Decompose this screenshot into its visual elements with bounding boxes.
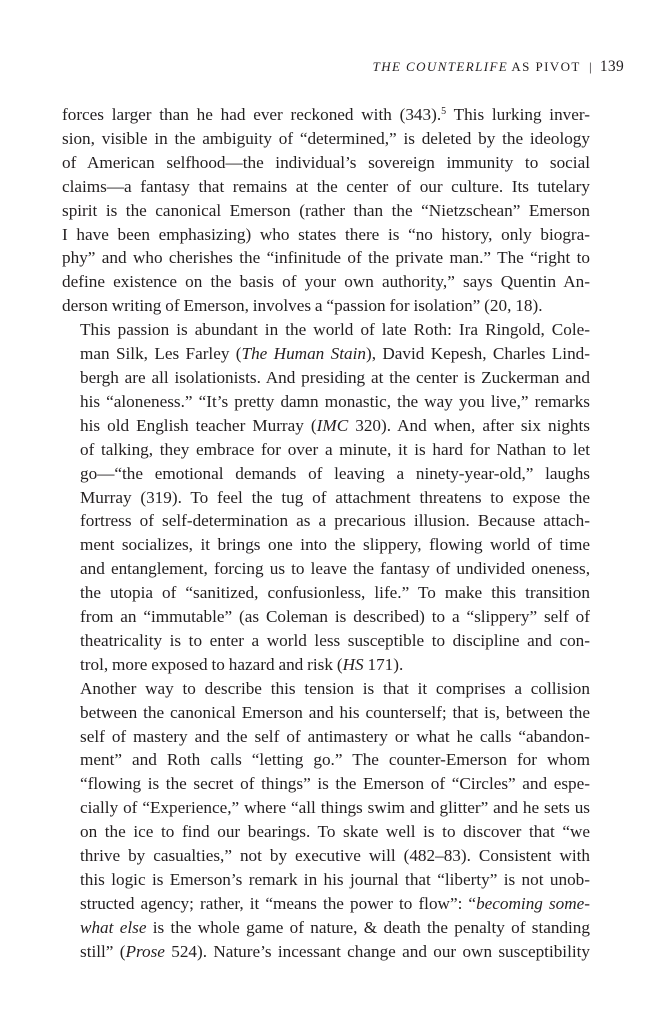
italic-text: The Human Stain — [241, 344, 366, 364]
text-run: sion, visible in the ambiguity of “determined,” is deleted by the ideology — [62, 128, 590, 148]
text-run: derson writing of Emerson, involves a “passion for isolation” (20, 18). — [62, 296, 543, 316]
running-head — [373, 58, 624, 76]
text-run: his old English teacher Murray ( — [80, 415, 317, 435]
page-number: 139 — [599, 58, 624, 75]
text-line — [62, 940, 590, 964]
text-run: Another way to describe this tension is that it comprises a collision — [80, 678, 590, 698]
text-line — [62, 366, 590, 390]
text-line — [62, 533, 590, 557]
paragraph — [62, 318, 590, 677]
text-line — [62, 844, 590, 868]
text-line — [62, 557, 590, 581]
text-run: 320). And when, after six nights — [348, 415, 590, 435]
text-line — [62, 677, 590, 701]
text-run: This lurking inver- — [446, 105, 590, 124]
text-run: of American selfhood—the individual’s sovereign immunity to social — [62, 152, 590, 172]
text-line — [62, 820, 590, 844]
text-run: is the whole game of nature, & death the penalty of standing — [146, 917, 590, 937]
text-run: 171). — [363, 654, 404, 674]
text-line — [62, 509, 590, 533]
paragraph — [62, 677, 590, 964]
italic-text: IMC — [316, 415, 349, 435]
text-run: still” ( — [80, 941, 126, 961]
text-line — [62, 151, 590, 175]
text-line — [62, 629, 590, 653]
text-line — [62, 318, 590, 342]
text-line — [62, 414, 590, 438]
text-line — [62, 892, 590, 916]
text-line — [62, 868, 590, 892]
text-run: ment socializes, it brings one into the slippery, flowing world of time — [80, 535, 590, 555]
text-run: man Silk, Les Farley ( — [80, 344, 242, 364]
footnote-marker: 5 — [441, 106, 447, 117]
text-run: thrive by casualties,” not by executive will (482–83). Consistent with — [80, 846, 590, 866]
text-run: This passion is abundant in the world of late Roth: Ira Ringold, Cole- — [80, 320, 590, 340]
text-run: the utopia of “sanitized, confusionless, life.” To make this transition — [80, 583, 590, 603]
text-line — [62, 581, 590, 605]
text-run: ment” and Roth calls “letting go.” The counter-Emerson for whom — [80, 750, 590, 770]
text-run: trol, more exposed to hazard and risk ( — [80, 654, 343, 674]
text-line — [62, 701, 590, 725]
text-run: I have been emphasizing) who states there is “no history, only biogra- — [62, 224, 590, 244]
text-line — [62, 605, 590, 629]
italic-text: HS — [342, 654, 364, 674]
text-line — [62, 772, 590, 796]
text-run: from an “immutable” (as Coleman is described) to a “slippery” self of — [80, 607, 590, 627]
text-run: this logic is Emerson’s remark in his journal that “liberty” is not unob- — [80, 870, 590, 889]
text-line — [62, 342, 590, 366]
text-line — [62, 175, 590, 199]
text-line — [62, 725, 590, 749]
text-run: forces larger than he had ever reckoned with (343). — [62, 105, 442, 124]
text-run: between the canonical Emerson and his counterself; that is, between the — [80, 702, 590, 722]
italic-text: becoming some- — [476, 893, 590, 913]
text-run: and entanglement, forcing us to leave the fantasy of undivided oneness, — [80, 559, 590, 579]
text-line — [62, 796, 590, 820]
text-line — [62, 462, 590, 486]
text-line — [62, 916, 590, 940]
italic-text: what else — [80, 917, 147, 937]
paragraph — [62, 103, 590, 318]
text-line — [62, 103, 590, 127]
running-head-subtitle: AS PIVOT — [511, 59, 581, 74]
text-line — [62, 294, 590, 318]
text-line — [62, 390, 590, 414]
text-line — [62, 486, 590, 510]
body-text — [62, 103, 590, 964]
text-run: self of mastery and the self of antimastery or what he calls “abandon- — [80, 726, 590, 746]
running-head-separator: | — [588, 59, 592, 74]
text-run: define existence on the basis of your own authority,” says Quentin An- — [62, 272, 590, 292]
text-run: cially of “Experience,” where “all things swim and glitter” and he sets us — [80, 798, 590, 818]
text-line — [62, 223, 590, 247]
text-line — [62, 270, 590, 294]
text-run: ), David Kepesh, Charles Lind- — [365, 344, 590, 364]
text-line — [62, 199, 590, 223]
text-run: bergh are all isolationists. And presiding at the center is Zuckerman and — [80, 367, 590, 387]
text-run: spirit is the canonical Emerson (rather than the “Nietzschean” Emerson — [62, 200, 590, 220]
text-run: on the ice to find our bearings. To skate well is to discover that “we — [80, 822, 590, 842]
text-run: claims—a fantasy that remains at the center of our culture. Its tutelary — [62, 176, 590, 196]
text-run: phy” and who cherishes the “infinitude of the private man.” The “right to — [62, 248, 590, 268]
text-line — [62, 127, 590, 151]
text-line — [62, 653, 590, 677]
text-run: theatricality is to enter a world less susceptible to discipline and con- — [80, 630, 590, 650]
text-run: of talking, they embrace for over a minute, it is hard for Nathan to let — [80, 439, 590, 459]
text-run: structed agency; rather, it “means the power to flow”: “ — [80, 893, 477, 913]
italic-text: Prose — [125, 941, 165, 961]
running-head-title: THE COUNTERLIFE — [372, 59, 509, 74]
text-run: go—“the emotional demands of leaving a ninety-year-old,” laughs — [80, 463, 590, 483]
text-run: 524). Nature’s incessant change and our own susceptibility — [164, 941, 591, 961]
text-run: his “aloneness.” “It’s pretty damn monastic, the way you live,” remarks — [80, 391, 590, 411]
text-line — [62, 748, 590, 772]
text-run: “flowing is the secret of things” is the Emerson of “Circles” and espe- — [80, 774, 590, 794]
text-run: fortress of self-determination as a precarious illusion. Because attach- — [80, 511, 590, 531]
text-line — [62, 246, 590, 270]
text-line — [62, 438, 590, 462]
text-run: Murray (319). To feel the tug of attachment threatens to expose the — [80, 487, 590, 507]
